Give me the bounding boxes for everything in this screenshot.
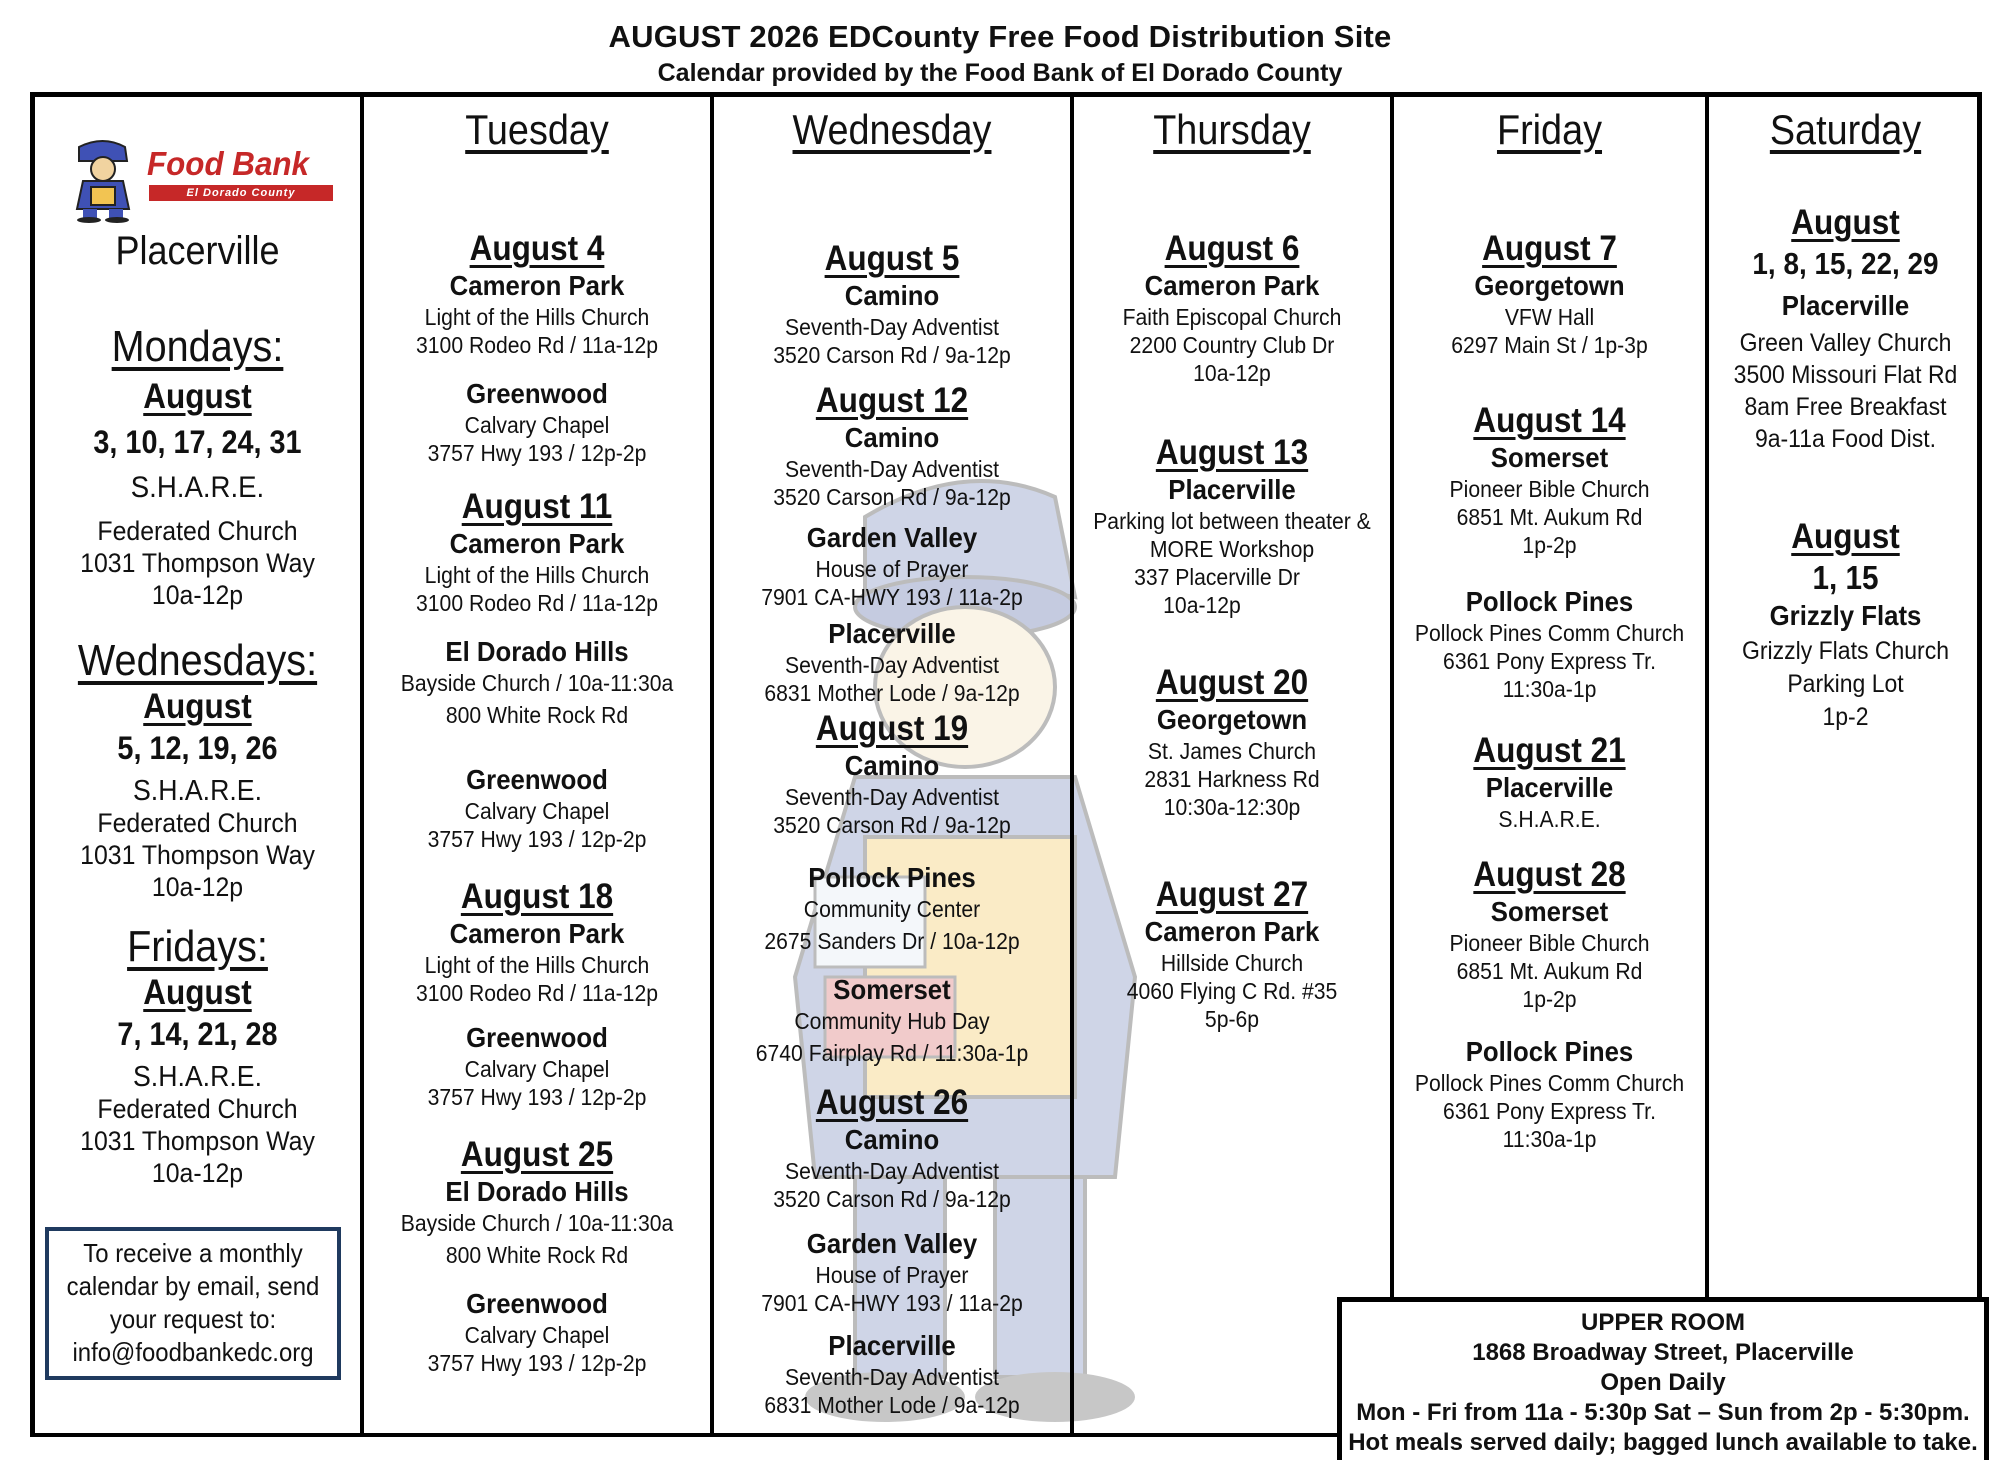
entry-place: Cameron Park bbox=[449, 918, 625, 949]
entry-place: Placerville bbox=[1781, 290, 1910, 321]
tuesday-column bbox=[360, 97, 710, 1433]
entry-date: August 13 bbox=[1155, 433, 1309, 472]
entry-detail: 3757 Hwy 193 / 12p-2p bbox=[427, 1084, 647, 1110]
thursday-entry bbox=[1074, 875, 1390, 1033]
wednesday-entry bbox=[714, 617, 1070, 707]
entry-detail: Bayside Church / 10a-11:30a bbox=[400, 670, 674, 696]
text-line: 1031 Thompson Way bbox=[80, 1126, 315, 1156]
saturday-entry bbox=[1709, 517, 1982, 734]
entry-detail: 5p-6p bbox=[1204, 1006, 1260, 1032]
tuesday-entry bbox=[364, 229, 710, 359]
entry-detail: Calvary Chapel bbox=[464, 798, 610, 824]
entry-place: Pollock Pines bbox=[1465, 1036, 1634, 1067]
tuesday-header: Tuesday bbox=[465, 106, 609, 153]
entry-detail: Pollock Pines Comm Church bbox=[1414, 1070, 1685, 1096]
entry-place: Georgetown bbox=[1474, 270, 1625, 301]
entry-date: August 11 bbox=[461, 487, 613, 526]
fridays-block bbox=[35, 921, 360, 1189]
wednesday-header: Wednesday bbox=[792, 106, 992, 153]
text-line: 3, 10, 17, 24, 31 bbox=[93, 424, 302, 460]
logo-name: Food Bank bbox=[147, 145, 309, 182]
friday-entry bbox=[1394, 731, 1705, 833]
thursday-entry bbox=[1074, 229, 1390, 387]
entry-detail: 3500 Missouri Flat Rd bbox=[1733, 361, 1958, 389]
entry-detail: 11:30a-1p bbox=[1502, 676, 1597, 702]
entry-detail: 3100 Rodeo Rd / 11a-12p bbox=[416, 590, 658, 616]
wednesday-entry bbox=[714, 521, 1070, 611]
entry-place: Cameron Park bbox=[1144, 270, 1320, 301]
upper-room-box bbox=[1337, 1297, 1989, 1460]
text-line: 1031 Thompson Way bbox=[80, 840, 315, 870]
entry-detail: 6851 Mt. Aukum Rd bbox=[1456, 504, 1643, 530]
entry-detail: Seventh-Day Adventist bbox=[784, 784, 1000, 810]
entry-detail: 1p-2p bbox=[1522, 532, 1577, 558]
entry-detail: 10a-12p bbox=[1163, 592, 1241, 618]
saturday-header: Saturday bbox=[1769, 106, 1922, 153]
entry-place: Georgetown bbox=[1156, 704, 1308, 735]
text-line: Mondays: bbox=[111, 322, 284, 371]
page-subtitle: Calendar provided by the Food Bank of El Dorado County bbox=[657, 59, 1343, 87]
entry-date: August bbox=[1791, 517, 1900, 556]
entry-place: Greenwood bbox=[466, 764, 608, 795]
entry-place: Garden Valley bbox=[806, 522, 978, 553]
thursday-entry bbox=[1074, 663, 1390, 821]
text-line: 1868 Broadway Street, Placerville bbox=[1472, 1339, 1854, 1366]
left-place bbox=[35, 227, 360, 275]
entry-detail: 3100 Rodeo Rd / 11a-12p bbox=[416, 980, 658, 1006]
saturday-column bbox=[1705, 97, 1982, 1433]
entry-place: Placerville bbox=[828, 618, 956, 649]
entry-date: August 27 bbox=[1155, 875, 1309, 914]
text-line: 1031 Thompson Way bbox=[80, 548, 315, 578]
entry-detail: Light of the Hills Church bbox=[424, 952, 650, 978]
entry-place: Placerville bbox=[1485, 772, 1614, 803]
text-line: calendar by email, send bbox=[66, 1271, 320, 1301]
entry-detail: Pollock Pines Comm Church bbox=[1414, 620, 1685, 646]
entry-place: Placerville bbox=[1168, 474, 1296, 505]
entry-detail: Hillside Church bbox=[1160, 950, 1304, 976]
tuesday-entry bbox=[364, 1287, 710, 1377]
entry-detail: 6851 Mt. Aukum Rd bbox=[1456, 958, 1643, 984]
entry-date: August 7 bbox=[1482, 229, 1617, 268]
entry-detail: 6831 Mother Lode / 9a-12p bbox=[764, 680, 1020, 706]
entry-place: Placerville bbox=[828, 1330, 956, 1361]
friday-entry bbox=[1394, 585, 1705, 703]
entry-place: Pollock Pines bbox=[808, 862, 976, 893]
entry-detail: 3757 Hwy 193 / 12p-2p bbox=[427, 440, 647, 466]
entry-detail: St. James Church bbox=[1147, 738, 1317, 764]
entry-detail: Calvary Chapel bbox=[464, 412, 610, 438]
text-line: 7, 14, 21, 28 bbox=[117, 1016, 278, 1052]
wednesday-entry bbox=[714, 709, 1070, 839]
entry-detail: 1p-2 bbox=[1822, 703, 1869, 731]
tuesday-entry bbox=[364, 635, 710, 729]
entry-place: Cameron Park bbox=[449, 528, 625, 559]
text-line: 10a-12p bbox=[151, 872, 244, 902]
entry-detail: 2831 Harkness Rd bbox=[1144, 766, 1320, 792]
entry-detail: Pioneer Bible Church bbox=[1449, 476, 1650, 502]
friday-entry bbox=[1394, 1035, 1705, 1153]
entry-detail: Calvary Chapel bbox=[464, 1322, 610, 1348]
wednesday-entry bbox=[714, 973, 1070, 1067]
entry-detail: Seventh-Day Adventist bbox=[784, 456, 1000, 482]
entry-date: August bbox=[143, 687, 252, 726]
entry-detail: 10:30a-12:30p bbox=[1163, 794, 1301, 820]
tuesday-entry bbox=[364, 763, 710, 853]
entry-detail: 9a-11a Food Dist. bbox=[1754, 425, 1937, 453]
tuesday-entry bbox=[364, 1021, 710, 1111]
tuesday-entry bbox=[364, 877, 710, 1007]
entry-detail: 10a-12p bbox=[1193, 360, 1271, 386]
entry-place: Greenwood bbox=[466, 378, 608, 409]
entry-detail: Light of the Hills Church bbox=[424, 304, 650, 330]
entry-detail: 11:30a-1p bbox=[1502, 1126, 1597, 1152]
entry-detail: 800 White Rock Rd bbox=[445, 702, 629, 728]
entry-place: Somerset bbox=[1490, 442, 1609, 473]
entry-date: August 25 bbox=[460, 1135, 614, 1174]
email-notice-box bbox=[45, 1227, 341, 1380]
saturday-entry bbox=[1709, 203, 1982, 455]
entry-detail: 6361 Pony Express Tr. bbox=[1443, 648, 1656, 674]
entry-detail: 8am Free Breakfast bbox=[1744, 393, 1947, 421]
entry-detail: 6831 Mother Lode / 9a-12p bbox=[764, 1392, 1020, 1418]
wednesday-column bbox=[710, 97, 1070, 1433]
entry-detail: Community Hub Day bbox=[794, 1008, 990, 1034]
summary-column bbox=[35, 97, 360, 1433]
entry-date: August 18 bbox=[460, 877, 614, 916]
entry-detail: 6297 Main St / 1p-3p bbox=[1451, 332, 1648, 358]
text-line: Placerville bbox=[115, 229, 280, 273]
text-line: Open Daily bbox=[1600, 1369, 1726, 1396]
email-link[interactable]: info@foodbankedc.org bbox=[72, 1337, 314, 1367]
friday-entry bbox=[1394, 229, 1705, 359]
entry-detail: Seventh-Day Adventist bbox=[784, 1158, 1000, 1184]
entry-place: El Dorado Hills bbox=[445, 636, 629, 667]
entry-detail: 7901 CA-HWY 193 / 11a-2p bbox=[761, 1290, 1023, 1316]
entry-place: Somerset bbox=[833, 974, 951, 1005]
entry-place: Camino bbox=[844, 280, 940, 311]
text-line: Federated Church bbox=[97, 808, 298, 838]
text-line: S.H.A.R.E. bbox=[132, 1061, 262, 1093]
entry-detail: 800 White Rock Rd bbox=[445, 1242, 629, 1268]
entry-place: Greenwood bbox=[466, 1288, 608, 1319]
text-line: 1, 8, 15, 22, 29 bbox=[1752, 246, 1939, 281]
text-line: To receive a monthly bbox=[83, 1238, 303, 1268]
entry-detail: VFW Hall bbox=[1504, 304, 1595, 330]
entry-place: Cameron Park bbox=[449, 270, 625, 301]
friday-entry bbox=[1394, 855, 1705, 1013]
friday-header: Friday bbox=[1496, 106, 1603, 153]
text-line: your request to: bbox=[109, 1304, 277, 1334]
thursday-column bbox=[1070, 97, 1390, 1433]
entry-detail: 3520 Carson Rd / 9a-12p bbox=[773, 342, 1011, 368]
entry-date: August 4 bbox=[469, 229, 605, 268]
entry-date: August bbox=[143, 377, 252, 416]
text-line: Hot meals served daily; bagged lunch available to take. bbox=[1348, 1429, 1978, 1456]
entry-place: Somerset bbox=[1490, 896, 1609, 927]
text-line: Federated Church bbox=[97, 1094, 298, 1124]
calendar-grid bbox=[30, 92, 1982, 1456]
entry-detail: House of Prayer bbox=[815, 1262, 969, 1288]
tuesday-entry bbox=[364, 487, 710, 617]
entry-date: August 26 bbox=[815, 1083, 969, 1122]
text-line: 5, 12, 19, 26 bbox=[117, 730, 278, 766]
entry-detail: 7901 CA-HWY 193 / 11a-2p bbox=[761, 584, 1023, 610]
wednesday-entry bbox=[714, 861, 1070, 955]
friday-entry bbox=[1394, 401, 1705, 559]
entry-detail: Green Valley Church bbox=[1739, 329, 1952, 357]
entry-place: Camino bbox=[844, 1124, 940, 1155]
page-header bbox=[0, 18, 2000, 90]
entry-place: Camino bbox=[844, 422, 940, 453]
entry-date: August 14 bbox=[1473, 401, 1626, 440]
entry-detail: Faith Episcopal Church bbox=[1122, 304, 1342, 330]
entry-place: Garden Valley bbox=[806, 1228, 978, 1259]
entry-detail: 2675 Sanders Dr / 10a-12p bbox=[764, 928, 1020, 954]
text-line: S.H.A.R.E. bbox=[132, 775, 262, 807]
page-title: AUGUST 2026 EDCounty Free Food Distribution Site bbox=[608, 19, 1392, 54]
mondays-block bbox=[35, 321, 360, 611]
wednesday-entry bbox=[714, 1083, 1070, 1213]
entry-date: August 5 bbox=[824, 239, 960, 278]
entry-date: August 20 bbox=[1155, 663, 1309, 702]
wednesday-entry bbox=[714, 381, 1070, 511]
entry-detail: 4060 Flying C Rd. #35 bbox=[1126, 978, 1338, 1004]
entry-date: August 6 bbox=[1164, 229, 1300, 268]
text-line: Federated Church bbox=[97, 516, 298, 546]
text-line: 1, 15 bbox=[1812, 559, 1879, 596]
entry-detail: MORE Workshop bbox=[1149, 536, 1315, 562]
entry-detail: 337 Placerville Dr bbox=[1134, 564, 1300, 590]
entry-detail: House of Prayer bbox=[815, 556, 969, 582]
text-line: S.H.A.R.E. bbox=[130, 471, 265, 504]
entry-detail: Seventh-Day Adventist bbox=[784, 652, 1000, 678]
text-line: 10a-12p bbox=[151, 580, 244, 610]
wednesday-entry bbox=[714, 1227, 1070, 1317]
entry-detail: Parking Lot bbox=[1787, 670, 1904, 698]
entry-date: August 12 bbox=[815, 381, 969, 420]
mascot-logo-icon bbox=[65, 139, 141, 223]
entry-detail: Community Center bbox=[803, 896, 981, 922]
food-bank-logo bbox=[65, 137, 335, 225]
entry-date: August 19 bbox=[815, 709, 969, 748]
entry-detail: 3520 Carson Rd / 9a-12p bbox=[773, 812, 1011, 838]
entry-detail: S.H.A.R.E. bbox=[1498, 806, 1601, 832]
entry-place: Camino bbox=[844, 750, 940, 781]
thursday-header: Thursday bbox=[1153, 106, 1311, 153]
entry-place: Greenwood bbox=[466, 1022, 608, 1053]
entry-detail: Calvary Chapel bbox=[464, 1056, 610, 1082]
entry-place: Pollock Pines bbox=[1465, 586, 1634, 617]
text-line: 10a-12p bbox=[151, 1158, 244, 1188]
entry-detail: Seventh-Day Adventist bbox=[784, 1364, 1000, 1390]
entry-detail: 1p-2p bbox=[1522, 986, 1577, 1012]
entry-date: August 28 bbox=[1473, 855, 1626, 894]
entry-place: El Dorado Hills bbox=[445, 1176, 629, 1207]
entry-detail: 3757 Hwy 193 / 12p-2p bbox=[427, 1350, 647, 1376]
entry-detail: 3100 Rodeo Rd / 11a-12p bbox=[416, 332, 658, 358]
wednesday-entry bbox=[714, 239, 1070, 369]
logo-ribbon: El Dorado County bbox=[149, 185, 333, 201]
entry-detail: Pioneer Bible Church bbox=[1449, 930, 1650, 956]
entry-detail: 6740 Fairplay Rd / 11:30a-1p bbox=[755, 1040, 1029, 1066]
wednesday-entry bbox=[714, 1329, 1070, 1419]
entry-detail: 6361 Pony Express Tr. bbox=[1443, 1098, 1656, 1124]
wednesdays-block bbox=[35, 635, 360, 903]
text-line: Mon - Fri from 11a - 5:30p Sat – Sun from 2p - 5:30pm. bbox=[1356, 1399, 1970, 1426]
entry-detail: 2200 Country Club Dr bbox=[1129, 332, 1335, 358]
tuesday-entry bbox=[364, 377, 710, 467]
entry-detail: Seventh-Day Adventist bbox=[784, 314, 1000, 340]
entry-place: Cameron Park bbox=[1144, 916, 1320, 947]
entry-detail: Grizzly Flats Church bbox=[1741, 637, 1950, 665]
tuesday-entry bbox=[364, 1135, 710, 1269]
entry-detail: 3520 Carson Rd / 9a-12p bbox=[773, 484, 1011, 510]
entry-detail: 3520 Carson Rd / 9a-12p bbox=[773, 1186, 1011, 1212]
text-line: UPPER ROOM bbox=[1580, 1309, 1745, 1336]
text-line: Fridays: bbox=[127, 922, 268, 971]
entry-place: Grizzly Flats bbox=[1769, 600, 1922, 631]
thursday-entry bbox=[1074, 433, 1390, 619]
friday-column bbox=[1390, 97, 1705, 1433]
entry-detail: Parking lot between theater & bbox=[1093, 508, 1371, 534]
entry-detail: Bayside Church / 10a-11:30a bbox=[400, 1210, 674, 1236]
text-line: Wednesdays: bbox=[77, 636, 318, 685]
entry-detail: Light of the Hills Church bbox=[424, 562, 650, 588]
entry-detail: 3757 Hwy 193 / 12p-2p bbox=[427, 826, 647, 852]
entry-date: August bbox=[1791, 203, 1900, 242]
entry-date: August bbox=[143, 973, 252, 1012]
entry-date: August 21 bbox=[1473, 731, 1626, 770]
